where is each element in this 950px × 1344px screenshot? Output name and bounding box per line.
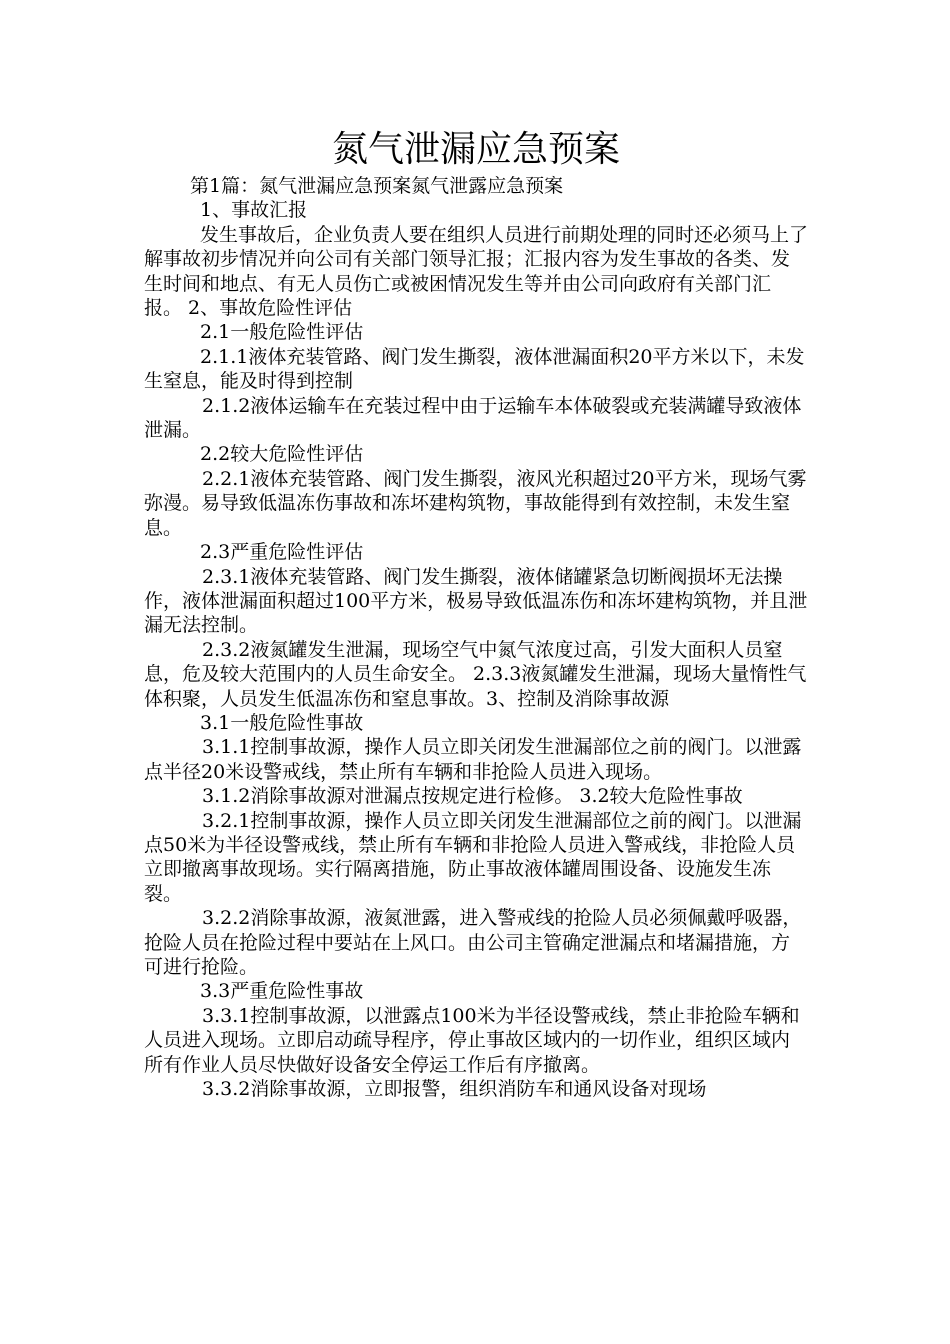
paragraph: 3.3严重危险性事故 bbox=[200, 980, 364, 1003]
document-page bbox=[144, 128, 808, 1101]
paragraph: 3.2.1控制事故源，操作人员立即关闭发生泄漏部位之前的阀门。以泄漏点50米为半径设警戒线，禁止所有车辆和非抢险人员进入警戒线，非抢险人员立即撤离事故现场。实行隔离措施，防止事故液体罐周围设备、设施发生冻裂。 bbox=[144, 809, 802, 905]
paragraph: 发生事故后，企业负责人要在组织人员进行前期处理的同时还必须马上了解事故初步情况并向公司有关部门领导汇报；汇报内容为发生事故的各类、发生时间和地点、有无人员伤亡或被困情况发生等并由公司向政府有关部门汇报。 2、事故危险性评估 bbox=[144, 223, 809, 320]
document-title: 氮气泄漏应急预案 bbox=[331, 129, 620, 170]
paragraph: 3.1一般危险性事故 bbox=[200, 711, 364, 734]
paragraph: 2.2.1液体充装管路、阀门发生撕裂，液风光积超过20平方米，现场气雾弥漫。易导致低温冻伤事故和冻坏建构筑物，事故能得到有效控制，未发生窒息。 bbox=[144, 467, 807, 539]
paragraph: 1、事故汇报 bbox=[200, 199, 308, 222]
paragraph: 2.1一般危险性评估 bbox=[200, 321, 364, 344]
paragraph: 3.2.2消除事故源，液氮泄露，进入警戒线的抢险人员必须佩戴呼吸器，抢险人员在抢险过程中要站在上风口。由公司主管确定泄漏点和堵漏措施，方可进行抢险。 bbox=[144, 907, 802, 978]
paragraph: 第1篇：氮气泄漏应急预案氮气泄露应急预案 bbox=[190, 175, 564, 197]
document-body bbox=[144, 174, 808, 1101]
paragraph: 2.1.1液体充装管路、阀门发生撕裂，液体泄漏面积20平方米以下，未发生窒息，能及时得到控制 bbox=[144, 345, 805, 393]
paragraph: 3.3.1控制事故源，以泄露点100米为半径设警戒线，禁止非抢险车辆和人员进入现场。立即启动疏导程序，停止事故区域内的一切作业，组织区域内所有作业人员尽快做好设备安全停运工作后有序撤离。 bbox=[144, 1004, 800, 1076]
paragraph: 2.1.2液体运输车在充装过程中由于运输车本体破裂或充装满罐导致液体泄漏。 bbox=[144, 394, 802, 442]
paragraph: 2.3.1液体充装管路、阀门发生撕裂，液体储罐紧急切断阀损坏无法操作，液体泄漏面积超过100平方米，极易导致低温冻伤和冻坏建构筑物，并且泄漏无法控制。 bbox=[144, 565, 808, 637]
paragraph: 2.3.2液氮罐发生泄漏，现场空气中氮气浓度过高，引发大面积人员窒息，危及较大范围内的人员生命安全。 2.3.3液氮罐发生泄漏，现场大量惰性气体积聚，人员发生低温冻伤和窒息事故。3、控制及消除事故源 bbox=[144, 638, 807, 710]
paragraph: 2.3严重危险性评估 bbox=[200, 541, 364, 564]
paragraph: 3.1.2消除事故源对泄漏点按规定进行检修。 3.2较大危险性事故 bbox=[202, 785, 743, 808]
paragraph: 3.3.2消除事故源，立即报警，组织消防车和通风设备对现场 bbox=[202, 1078, 707, 1101]
paragraph: 2.2较大危险性评估 bbox=[200, 443, 364, 466]
paragraph: 3.1.1控制事故源，操作人员立即关闭发生泄漏部位之前的阀门。以泄露点半径20米设警戒线，禁止所有车辆和非抢险人员进入现场。 bbox=[144, 736, 802, 783]
